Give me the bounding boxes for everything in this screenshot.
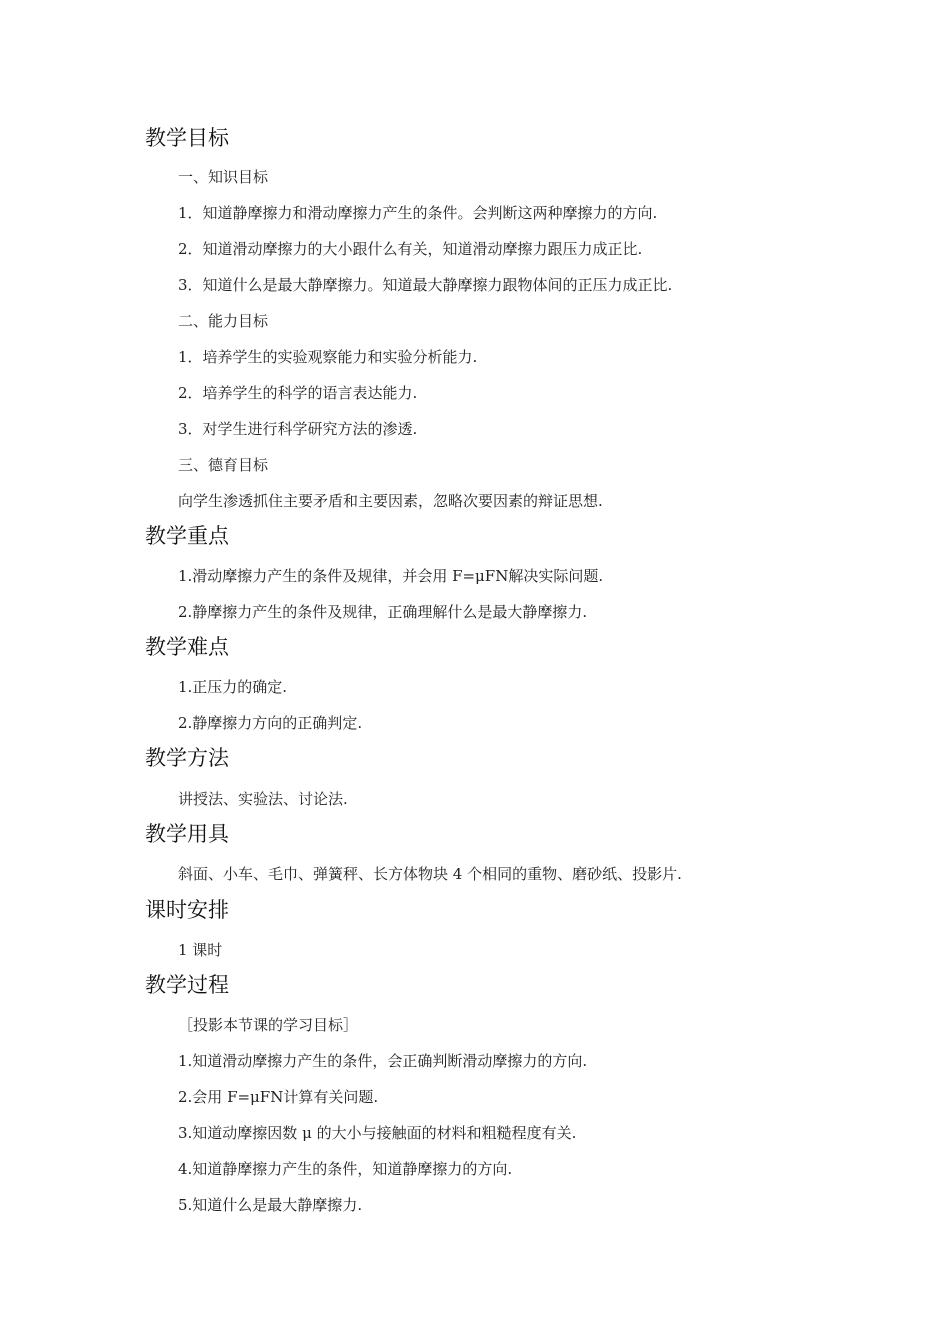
- subheading-ability-goals: 二、能力目标: [178, 312, 269, 330]
- list-item: 5.知道什么是最大静摩擦力.: [178, 1196, 363, 1214]
- list-item: 2.静摩擦力方向的正确判定.: [178, 714, 363, 732]
- list-item: 1.滑动摩擦力产生的条件及规律，并会用 F=μFN解决实际问题.: [178, 567, 604, 585]
- paragraph: 讲授法、实验法、讨论法.: [178, 790, 348, 808]
- paragraph: 向学生渗透抓住主要矛盾和主要因素，忽略次要因素的辩证思想.: [178, 492, 603, 510]
- paragraph: ［投影本节课的学习目标］: [178, 1016, 359, 1034]
- heading-teaching-process: 教学过程: [145, 973, 229, 997]
- list-item: 2．知道滑动摩擦力的大小跟什么有关，知道滑动摩擦力跟压力成正比.: [178, 240, 643, 258]
- list-item: 3.知道动摩擦因数 μ 的大小与接触面的材料和粗糙程度有关.: [178, 1124, 577, 1142]
- paragraph: 斜面、小车、毛巾、弹簧秤、长方体物块 4 个相同的重物、磨砂纸、投影片.: [178, 865, 682, 883]
- list-item: 2．培养学生的科学的语言表达能力.: [178, 384, 418, 402]
- list-item: 1.知道滑动摩擦力产生的条件，会正确判断滑动摩擦力的方向.: [178, 1052, 588, 1070]
- list-item: 3．知道什么是最大静摩擦力。知道最大静摩擦力跟物体间的正压力成正比.: [178, 276, 673, 294]
- heading-key-points: 教学重点: [145, 524, 229, 548]
- list-item: 1．知道静摩擦力和滑动摩擦力产生的条件。会判断这两种摩擦力的方向.: [178, 204, 658, 222]
- list-item: 4.知道静摩擦力产生的条件，知道静摩擦力的方向.: [178, 1160, 513, 1178]
- heading-class-schedule: 课时安排: [145, 898, 229, 922]
- heading-difficulties: 教学难点: [145, 635, 229, 659]
- list-item: 1.正压力的确定.: [178, 678, 288, 696]
- subheading-moral-goals: 三、德育目标: [178, 456, 269, 474]
- list-item: 2.静摩擦力产生的条件及规律，正确理解什么是最大静摩擦力.: [178, 603, 588, 621]
- heading-teaching-methods: 教学方法: [145, 746, 229, 770]
- list-item: 2.会用 F=μFN计算有关问题.: [178, 1088, 379, 1106]
- subheading-knowledge-goals: 一、知识目标: [178, 168, 269, 186]
- list-item: 1．培养学生的实验观察能力和实验分析能力.: [178, 348, 478, 366]
- list-item: 3．对学生进行科学研究方法的渗透.: [178, 420, 418, 438]
- heading-teaching-tools: 教学用具: [145, 822, 229, 846]
- paragraph: 1 课时: [178, 941, 223, 959]
- heading-teaching-goals: 教学目标: [145, 126, 229, 150]
